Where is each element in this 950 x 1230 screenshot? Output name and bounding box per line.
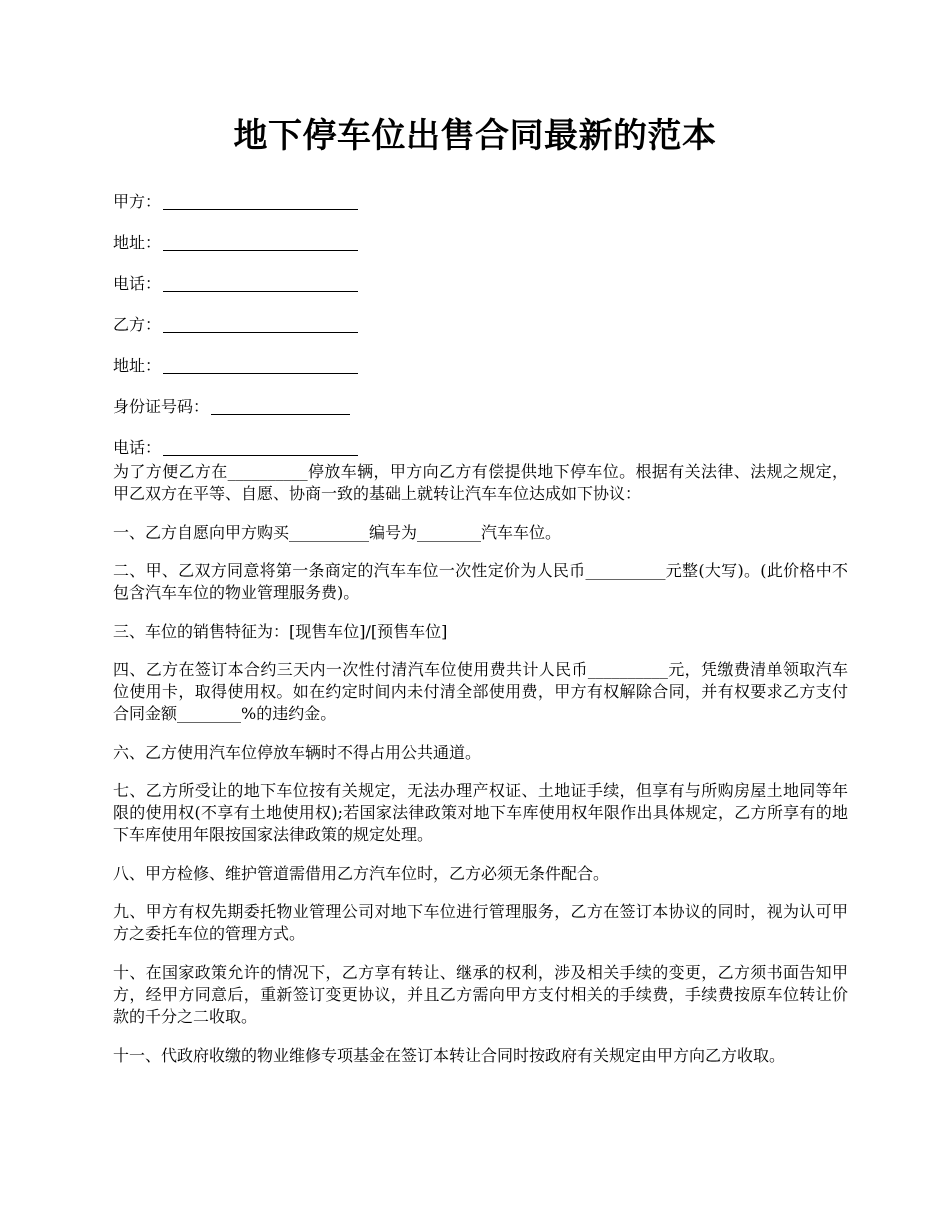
field-party-a-address [113, 221, 853, 262]
field-label: 甲方： [113, 192, 162, 211]
paragraph-intro: 为了方便乙方在__________停放车辆，甲方向乙方有偿提供地下停车位。根据有关法律、法规之规定，甲乙双方在平等、自愿、协商一致的基础上就转让汽车车位达成如下协议： [113, 462, 848, 503]
field-label: 电话： [113, 274, 162, 293]
paragraph-clause-10: 十、在国家政策允许的情况下，乙方享有转让、继承的权利，涉及相关手续的变更，乙方须书面告知甲方，经甲方同意后，重新签订变更协议，并且乙方需向甲方支付相关的手续费，手续费按原车位转让价款的千分之二收取。 [113, 963, 848, 1026]
blank-line [163, 250, 358, 251]
paragraph-clause-6: 六、乙方使用汽车位停放车辆时不得占用公共通道。 [113, 743, 482, 762]
field-label: 乙方： [113, 315, 162, 334]
paragraph-clause-1: 一、乙方自愿向甲方购买__________编号为________汽车车位。 [113, 523, 562, 542]
blank-line [163, 332, 358, 333]
field-label: 地址： [113, 233, 162, 252]
blank-line [163, 373, 358, 374]
document-title: 地下停车位出售合同最新的范本 [233, 116, 717, 156]
paragraph-clause-2: 二、甲、乙双方同意将第一条商定的汽车车位一次性定价为人民币__________元整(大写)。(此价格中不包含汽车车位的物业管理服务费)。 [113, 561, 848, 602]
paragraph-clause-3: 三、车位的销售特征为：[现售车位]/[预售车位] [113, 622, 448, 641]
paragraph-clause-9: 九、甲方有权先期委托物业管理公司对地下车位进行管理服务，乙方在签订本协议的同时，视为认可甲方之委托车位的管理方式。 [113, 902, 848, 943]
field-label: 电话： [113, 438, 162, 457]
party-info-fields [113, 180, 853, 467]
field-label: 地址： [113, 356, 162, 375]
field-party-b [113, 303, 853, 344]
paragraph-clause-4: 四、乙方在签订本合约三天内一次性付清汽车位使用费共计人民币__________元，凭缴费清单领取汽车位使用卡，取得使用权。如在约定时间内未付清全部使用费，甲方有权解除合同，并有权要求乙方支付合同金额________%的违约金。 [113, 660, 848, 723]
field-party-b-id-number [113, 385, 853, 426]
field-party-a-phone [113, 262, 853, 303]
blank-line [211, 414, 350, 415]
blank-line [163, 291, 358, 292]
paragraph-clause-8: 八、甲方检修、维护管道需借用乙方汽车位时，乙方必须无条件配合。 [113, 864, 610, 883]
blank-line [163, 455, 358, 456]
blank-line [163, 209, 358, 210]
contract-body [113, 461, 848, 1084]
field-label: 身份证号码： [113, 397, 210, 416]
field-party-a [113, 180, 853, 221]
paragraph-clause-7: 七、乙方所受让的地下车位按有关规定，无法办理产权证、土地证手续，但享有与所购房屋土地同等年限的使用权(不享有土地使用权);若国家法律政策对地下车库使用权年限作出具体规定，乙方所享有的地下车库使用年限按国家法律政策的规定处理。 [113, 781, 848, 844]
field-party-b-address [113, 344, 853, 385]
paragraph-clause-11: 十一、代政府收缴的物业维修专项基金在签订本转让合同时按政府有关规定由甲方向乙方收取。 [113, 1046, 786, 1065]
